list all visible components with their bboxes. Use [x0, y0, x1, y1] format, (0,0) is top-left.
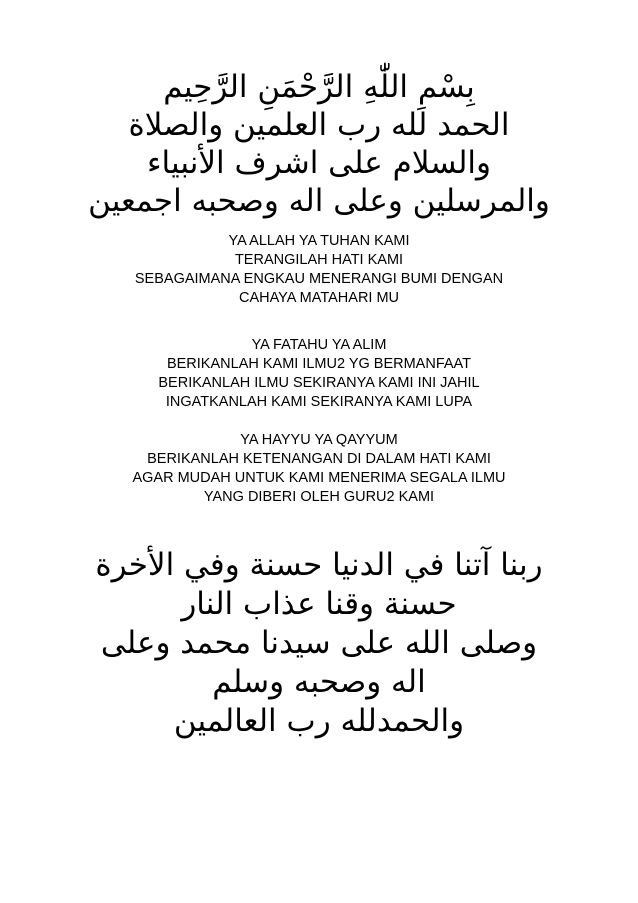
arabic-opening-line: الحمد لله رب العلمين والصلاة	[128, 107, 510, 143]
stanza-line: BERIKANLAH KETENANGAN DI DALAM HATI KAMI	[147, 451, 491, 467]
stanza-line: BERIKANLAH KAMI ILMU2 YG BERMANFAAT	[166, 356, 472, 372]
stanza-line: YA FATAHU YA ALIM	[251, 337, 387, 353]
stanza-line: AGAR MUDAH UNTUK KAMI MENERIMA SEGALA ILMU	[132, 470, 506, 486]
arabic-closing-line: ربنا آتنا في الدنيا حسنة وفي الأخرة	[95, 547, 543, 583]
stanza-line: BERIKANLAH ILMU SEKIRANYA KAMI INI JAHIL	[158, 375, 480, 391]
arabic-opening-prayer	[0, 68, 638, 220]
stanza-line: YA HAYYU YA QAYYUM	[240, 432, 398, 448]
stanza-line: SEBAGAIMANA ENGKAU MENERANGI BUMI DENGAN	[134, 271, 504, 287]
arabic-closing-line: اله وصحبه وسلم	[212, 664, 426, 700]
arabic-opening-line: بِسْمِ اللّٰهِ الرَّحْمَنِ الرَّحِيم	[163, 69, 475, 105]
arabic-opening-line: والمرسلين وعلى اله وصحبه اجمعين	[88, 183, 550, 219]
stanza-line: YANG DIBERI OLEH GURU2 KAMI	[203, 489, 435, 505]
arabic-closing-line: وصلى الله على سيدنا محمد وعلى	[100, 625, 538, 661]
arabic-closing-line: حسنة وقنا عذاب النار	[181, 586, 457, 622]
prayer-stanza-2	[0, 336, 638, 412]
stanza-line: TERANGILAH HATI KAMI	[234, 252, 404, 268]
arabic-opening-line: والسلام على اشرف الأنبياء	[146, 145, 491, 181]
prayer-stanza-3	[0, 431, 638, 507]
stanza-line: YA ALLAH YA TUHAN KAMI	[228, 233, 410, 249]
prayer-stanza-1	[0, 232, 638, 308]
stanza-line: INGATKANLAH KAMI SEKIRANYA KAMI LUPA	[165, 394, 473, 410]
arabic-closing-line: والحمدلله رب العالمين	[173, 703, 465, 739]
arabic-closing-prayer	[0, 546, 638, 741]
stanza-line: CAHAYA MATAHARI MU	[238, 290, 400, 306]
